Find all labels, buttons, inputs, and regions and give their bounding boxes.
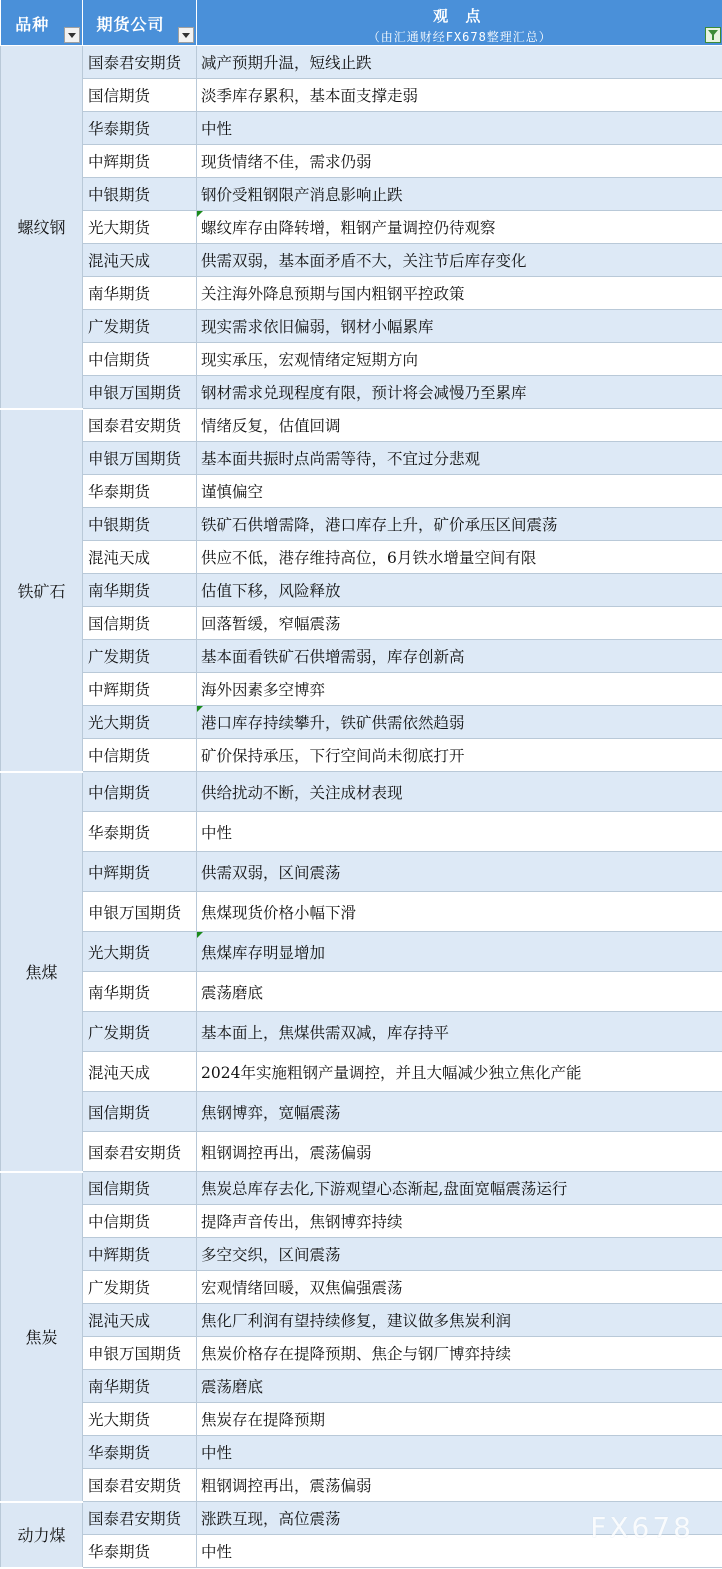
table-row: [1, 574, 722, 607]
view-cell[interactable]: [197, 607, 722, 640]
company-cell[interactable]: 广发期货: [83, 1271, 197, 1304]
view-text: 供需双弱，基本面矛盾不大，关注节后库存变化: [201, 252, 527, 270]
comment-indicator-icon[interactable]: [197, 706, 203, 712]
view-text: 基本面看铁矿石供增需弱，库存创新高: [201, 648, 465, 666]
company-cell[interactable]: 光大期货: [83, 211, 197, 244]
table-row: [1, 178, 722, 211]
table-row: [1, 541, 722, 574]
view-cell[interactable]: [197, 1271, 722, 1304]
view-cell[interactable]: [197, 145, 722, 178]
view-text: 焦炭存在提降预期: [201, 1411, 325, 1429]
company-cell[interactable]: 中辉期货: [83, 852, 197, 892]
view-cell[interactable]: [197, 277, 722, 310]
view-text: 涨跌互现，高位震荡: [201, 1510, 341, 1528]
table-row: [1, 244, 722, 277]
view-cell[interactable]: [197, 541, 722, 574]
view-text: 震荡磨底: [201, 984, 263, 1002]
table-row: [1, 409, 722, 442]
view-text: 中性: [201, 120, 232, 138]
view-cell[interactable]: [197, 739, 722, 772]
company-cell[interactable]: 国泰君安期货: [83, 1502, 197, 1535]
view-cell[interactable]: [197, 211, 722, 244]
view-cell[interactable]: [197, 112, 722, 145]
table-row: [1, 79, 722, 112]
table-row: [1, 892, 722, 932]
company-cell[interactable]: 申银万国期货: [83, 892, 197, 932]
company-cell[interactable]: 混沌天成: [83, 1304, 197, 1337]
view-cell[interactable]: [197, 1205, 722, 1238]
view-text: 螺纹库存由降转增，粗钢产量调控仍待观察: [201, 219, 496, 237]
table-row: [1, 277, 722, 310]
table-row: [1, 852, 722, 892]
company-cell[interactable]: 中辉期货: [83, 673, 197, 706]
company-cell[interactable]: 国泰君安期货: [83, 1132, 197, 1172]
header-variety: [1, 0, 83, 46]
company-cell[interactable]: 光大期货: [83, 1403, 197, 1436]
view-text: 供应不低，港存维持高位，6月铁水增量空间有限: [201, 549, 536, 567]
view-cell[interactable]: [197, 343, 722, 376]
view-text: 基本面共振时点尚需等待，不宜过分悲观: [201, 450, 480, 468]
company-cell[interactable]: 中银期货: [83, 508, 197, 541]
header-view: [197, 0, 722, 46]
company-cell[interactable]: 南华期货: [83, 277, 197, 310]
view-text: 减产预期升温，短线止跌: [201, 54, 372, 72]
view-text: 中性: [201, 1543, 232, 1561]
view-cell[interactable]: [197, 376, 722, 409]
company-cell[interactable]: 混沌天成: [83, 541, 197, 574]
view-text: 焦煤现货价格小幅下滑: [201, 904, 356, 922]
view-cell[interactable]: [197, 1092, 722, 1132]
view-text: 宏观情绪回暖，双焦偏强震荡: [201, 1279, 403, 1297]
view-text: 焦化厂利润有望持续修复，建议做多焦炭利润: [201, 1312, 511, 1330]
comment-indicator-icon[interactable]: [197, 211, 203, 217]
view-text: 多空交织，区间震荡: [201, 1246, 341, 1264]
table-row: [1, 1469, 722, 1502]
view-text: 粗钢调控再出，震荡偏弱: [201, 1477, 372, 1495]
chevron-down-icon: [182, 33, 190, 38]
company-cell[interactable]: 国泰君安期货: [83, 46, 197, 79]
view-cell[interactable]: [197, 706, 722, 739]
view-cell[interactable]: [197, 244, 722, 277]
company-filter-button[interactable]: [178, 27, 194, 43]
table-row: [1, 972, 722, 1012]
view-cell[interactable]: [197, 1370, 722, 1403]
table-row: [1, 1238, 722, 1271]
company-cell[interactable]: 华泰期货: [83, 475, 197, 508]
header-variety-label: 品种: [1, 12, 65, 35]
view-cell[interactable]: [197, 1403, 722, 1436]
category-cell[interactable]: 螺纹钢: [1, 46, 83, 409]
view-cell[interactable]: [197, 1172, 722, 1205]
table-row: [1, 442, 722, 475]
header-view-label: 观 点: [197, 5, 722, 26]
company-cell[interactable]: 华泰期货: [83, 112, 197, 145]
view-text: 关注海外降息预期与国内粗钢平控政策: [201, 285, 465, 303]
comment-indicator-icon[interactable]: [197, 932, 203, 938]
view-text: 提降声音传出，焦钢博弈持续: [201, 1213, 403, 1231]
company-cell[interactable]: 国泰君安期货: [83, 409, 197, 442]
table-row: [1, 376, 722, 409]
company-cell[interactable]: 中信期货: [83, 343, 197, 376]
view-cell[interactable]: [197, 640, 722, 673]
company-cell[interactable]: 南华期货: [83, 574, 197, 607]
company-cell[interactable]: 申银万国期货: [83, 442, 197, 475]
table-row: [1, 310, 722, 343]
category-cell[interactable]: 铁矿石: [1, 409, 83, 772]
header-company-label: 期货公司: [83, 12, 178, 35]
view-cell[interactable]: [197, 852, 722, 892]
view-cell[interactable]: [197, 1304, 722, 1337]
company-cell[interactable]: 混沌天成: [83, 244, 197, 277]
company-cell[interactable]: 国信期货: [83, 1172, 197, 1205]
view-cell[interactable]: [197, 972, 722, 1012]
view-cell[interactable]: [197, 1436, 722, 1469]
view-filter-button[interactable]: [705, 27, 721, 43]
view-text: 粗钢调控再出，震荡偏弱: [201, 1144, 372, 1162]
table-row: [1, 812, 722, 852]
table-row: [1, 1370, 722, 1403]
company-cell[interactable]: 国信期货: [83, 79, 197, 112]
table-row: [1, 343, 722, 376]
table-row: [1, 1403, 722, 1436]
company-cell[interactable]: 华泰期货: [83, 812, 197, 852]
view-text: 现货情绪不佳，需求仍弱: [201, 153, 372, 171]
company-cell[interactable]: 申银万国期货: [83, 376, 197, 409]
company-cell[interactable]: 广发期货: [83, 640, 197, 673]
view-text: 现实承压，宏观情绪定短期方向: [201, 351, 418, 369]
view-cell[interactable]: [197, 574, 722, 607]
header-row: [1, 0, 722, 46]
view-text: 焦炭总库存去化,下游观望心态渐起,盘面宽幅震荡运行: [201, 1180, 567, 1198]
view-text: 钢材需求兑现程度有限，预计将会减慢乃至累库: [201, 384, 527, 402]
table-row: [1, 46, 722, 79]
table-row: [1, 1132, 722, 1172]
table-row: [1, 475, 722, 508]
company-cell[interactable]: 国泰君安期货: [83, 1469, 197, 1502]
company-cell[interactable]: 华泰期货: [83, 1535, 197, 1568]
view-cell[interactable]: [197, 1238, 722, 1271]
table-row: [1, 739, 722, 772]
table-row: [1, 145, 722, 178]
view-text: 焦炭价格存在提降预期、焦企与钢厂博弈持续: [201, 1345, 511, 1363]
category-cell[interactable]: 动力煤: [1, 1502, 83, 1568]
table-row: [1, 932, 722, 972]
view-cell[interactable]: [197, 310, 722, 343]
view-cell[interactable]: [197, 1052, 722, 1092]
view-cell[interactable]: [197, 1337, 722, 1370]
view-cell[interactable]: [197, 46, 722, 79]
view-cell[interactable]: [197, 932, 722, 972]
view-text: 矿价保持承压，下行空间尚未彻底打开: [201, 747, 465, 765]
company-cell[interactable]: 国信期货: [83, 1092, 197, 1132]
view-text: 2024年实施粗钢产量调控，并且大幅减少独立焦化产能: [201, 1064, 581, 1082]
table-row: [1, 706, 722, 739]
category-cell[interactable]: 焦煤: [1, 772, 83, 1172]
view-cell[interactable]: [197, 475, 722, 508]
view-cell[interactable]: [197, 178, 722, 211]
table-row: [1, 772, 722, 812]
table-row: [1, 1337, 722, 1370]
table-row: [1, 1172, 722, 1205]
view-text: 钢价受粗钢限产消息影响止跌: [201, 186, 403, 204]
company-cell[interactable]: 广发期货: [83, 1012, 197, 1052]
view-cell[interactable]: [197, 409, 722, 442]
company-cell[interactable]: 国信期货: [83, 607, 197, 640]
table-row: [1, 1205, 722, 1238]
table-row: [1, 673, 722, 706]
company-cell[interactable]: 中辉期货: [83, 1238, 197, 1271]
company-cell[interactable]: 中辉期货: [83, 145, 197, 178]
chevron-down-icon: [68, 33, 76, 38]
table-row: [1, 640, 722, 673]
view-cell[interactable]: [197, 772, 722, 812]
view-cell[interactable]: [197, 1469, 722, 1502]
view-text: 中性: [201, 824, 232, 842]
view-text: 基本面上，焦煤供需双减，库存持平: [201, 1024, 449, 1042]
view-text: 谨慎偏空: [201, 483, 263, 501]
view-text: 焦煤库存明显增加: [201, 944, 325, 962]
company-cell[interactable]: 混沌天成: [83, 1052, 197, 1092]
view-cell[interactable]: [197, 892, 722, 932]
view-cell[interactable]: [197, 442, 722, 475]
view-text: 供需双弱，区间震荡: [201, 864, 341, 882]
variety-filter-button[interactable]: [64, 27, 80, 43]
view-text: 震荡磨底: [201, 1378, 263, 1396]
table-row: [1, 508, 722, 541]
view-text: 港口库存持续攀升，铁矿供需依然趋弱: [201, 714, 465, 732]
table-row: [1, 211, 722, 244]
company-cell[interactable]: 南华期货: [83, 972, 197, 1012]
company-cell[interactable]: 华泰期货: [83, 1436, 197, 1469]
view-text: 淡季库存累积，基本面支撑走弱: [201, 87, 418, 105]
view-text: 焦钢博弈，宽幅震荡: [201, 1104, 341, 1122]
watermark: FX678: [590, 1511, 694, 1544]
view-text: 情绪反复，估值回调: [201, 417, 341, 435]
company-cell[interactable]: 南华期货: [83, 1370, 197, 1403]
header-company: [83, 0, 197, 46]
table-row: [1, 1304, 722, 1337]
view-text: 铁矿石供增需降，港口库存上升，矿价承压区间震荡: [201, 516, 558, 534]
company-cell[interactable]: 中银期货: [83, 178, 197, 211]
table-row: [1, 1436, 722, 1469]
view-text: 现实需求依旧偏弱，钢材小幅累库: [201, 318, 434, 336]
company-cell[interactable]: 光大期货: [83, 706, 197, 739]
view-text: 估值下移，风险释放: [201, 582, 341, 600]
table-row: [1, 112, 722, 145]
view-text: 回落暂缓，窄幅震荡: [201, 615, 341, 633]
view-cell[interactable]: [197, 508, 722, 541]
view-cell[interactable]: [197, 812, 722, 852]
company-cell[interactable]: 申银万国期货: [83, 1337, 197, 1370]
company-cell[interactable]: 光大期货: [83, 932, 197, 972]
table-body: [1, 46, 722, 1568]
table-row: [1, 1012, 722, 1052]
category-cell[interactable]: 焦炭: [1, 1172, 83, 1502]
table-row: [1, 607, 722, 640]
company-cell[interactable]: 中信期货: [83, 1205, 197, 1238]
company-cell[interactable]: 广发期货: [83, 310, 197, 343]
table-row: [1, 1092, 722, 1132]
view-text: 海外因素多空博弈: [201, 681, 325, 699]
view-text: 中性: [201, 1444, 232, 1462]
table-row: [1, 1271, 722, 1304]
view-text: 供给扰动不断，关注成材表现: [201, 784, 403, 802]
table-row: [1, 1052, 722, 1092]
view-cell[interactable]: [197, 673, 722, 706]
company-cell[interactable]: 中信期货: [83, 772, 197, 812]
company-cell[interactable]: 中信期货: [83, 739, 197, 772]
view-cell[interactable]: [197, 1132, 722, 1172]
view-cell[interactable]: [197, 1012, 722, 1052]
view-cell[interactable]: [197, 79, 722, 112]
header-view-subtitle: （由汇通财经FX678整理汇总）: [197, 28, 722, 45]
